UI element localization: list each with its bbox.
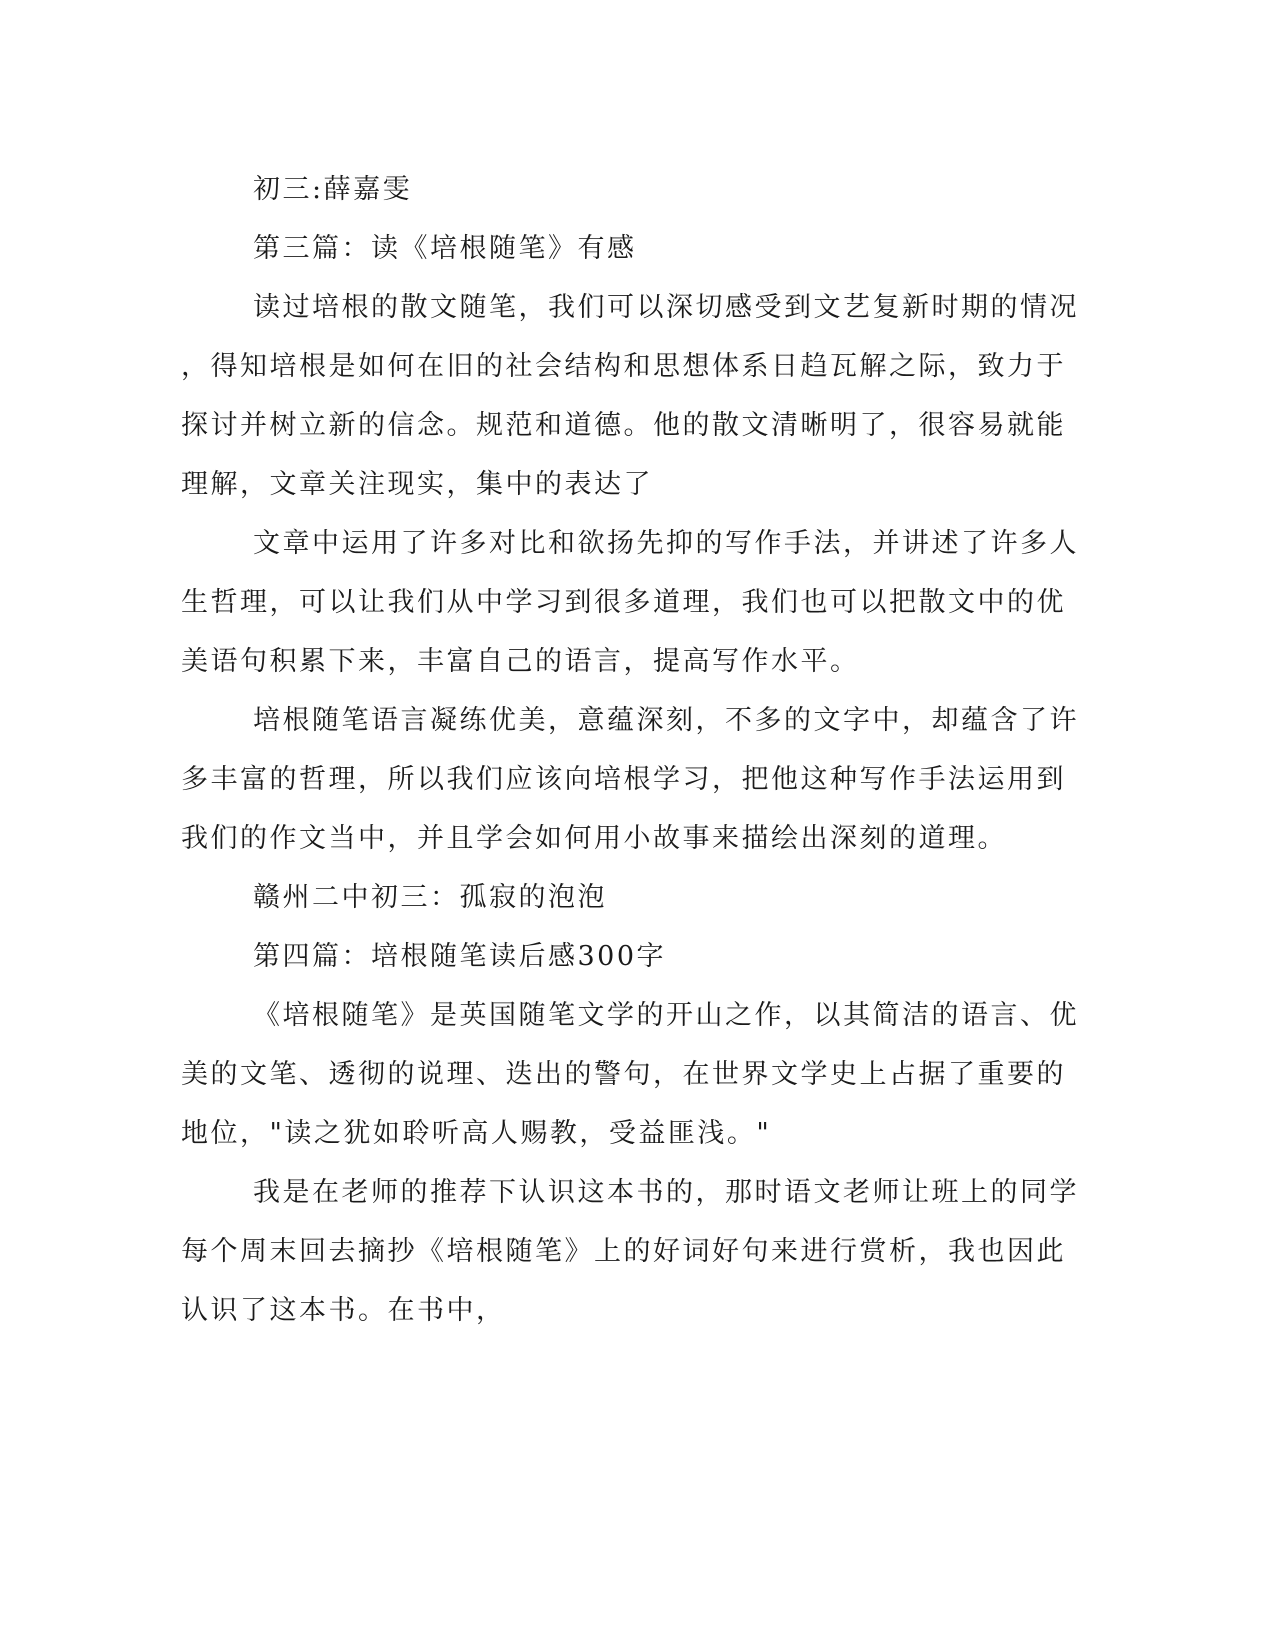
author-line: 初三:薛嘉雯 xyxy=(253,174,413,205)
paragraph-line: 读过培根的散文随笔，我们可以深切感受到文艺复新时期的情况 xyxy=(253,292,1079,323)
paragraph-line: 每个周末回去摘抄《培根随笔》上的好词好句来进行赏析，我也因此 xyxy=(181,1236,1066,1267)
paragraph-line: 地位，"读之犹如聆听高人赐教，受益匪浅。" xyxy=(181,1118,772,1149)
paragraph-line: 我们的作文当中，并且学会如何用小故事来描绘出深刻的道理。 xyxy=(181,823,1007,854)
paragraph-line: 美语句积累下来，丰富自己的语言，提高写作水平。 xyxy=(181,646,860,677)
paragraph-line: 《培根随笔》是英国随笔文学的开山之作，以其简洁的语言、优 xyxy=(253,1000,1079,1031)
paragraph-line: 认识了这本书。在书中， xyxy=(181,1295,506,1326)
paragraph-line: 生哲理，可以让我们从中学习到很多道理，我们也可以把散文中的优 xyxy=(181,587,1066,618)
paragraph-line: 文章中运用了许多对比和欲扬先抑的写作手法，并讲述了许多人 xyxy=(253,528,1079,559)
section-heading: 第四篇：培根随笔读后感300字 xyxy=(253,941,667,972)
author-line: 赣州二中初三：孤寂的泡泡 xyxy=(253,882,607,913)
paragraph-line: 多丰富的哲理，所以我们应该向培根学习，把他这种写作手法运用到 xyxy=(181,764,1066,795)
section-heading: 第三篇：读《培根随笔》有感 xyxy=(253,233,637,264)
paragraph-line: ，得知培根是如何在旧的社会结构和思想体系日趋瓦解之际，致力于 xyxy=(181,351,1066,382)
paragraph-line: 培根随笔语言凝练优美，意蕴深刻，不多的文字中，却蕴含了许 xyxy=(253,705,1079,736)
paragraph-line: 美的文笔、透彻的说理、迭出的警句，在世界文学史上占据了重要的 xyxy=(181,1059,1066,1090)
paragraph-line: 理解，文章关注现实，集中的表达了 xyxy=(181,469,653,500)
paragraph-line: 我是在老师的推荐下认识这本书的，那时语文老师让班上的同学 xyxy=(253,1177,1079,1208)
document-body xyxy=(181,160,1079,1340)
paragraph-line: 探讨并树立新的信念。规范和道德。他的散文清晰明了，很容易就能 xyxy=(181,410,1066,441)
